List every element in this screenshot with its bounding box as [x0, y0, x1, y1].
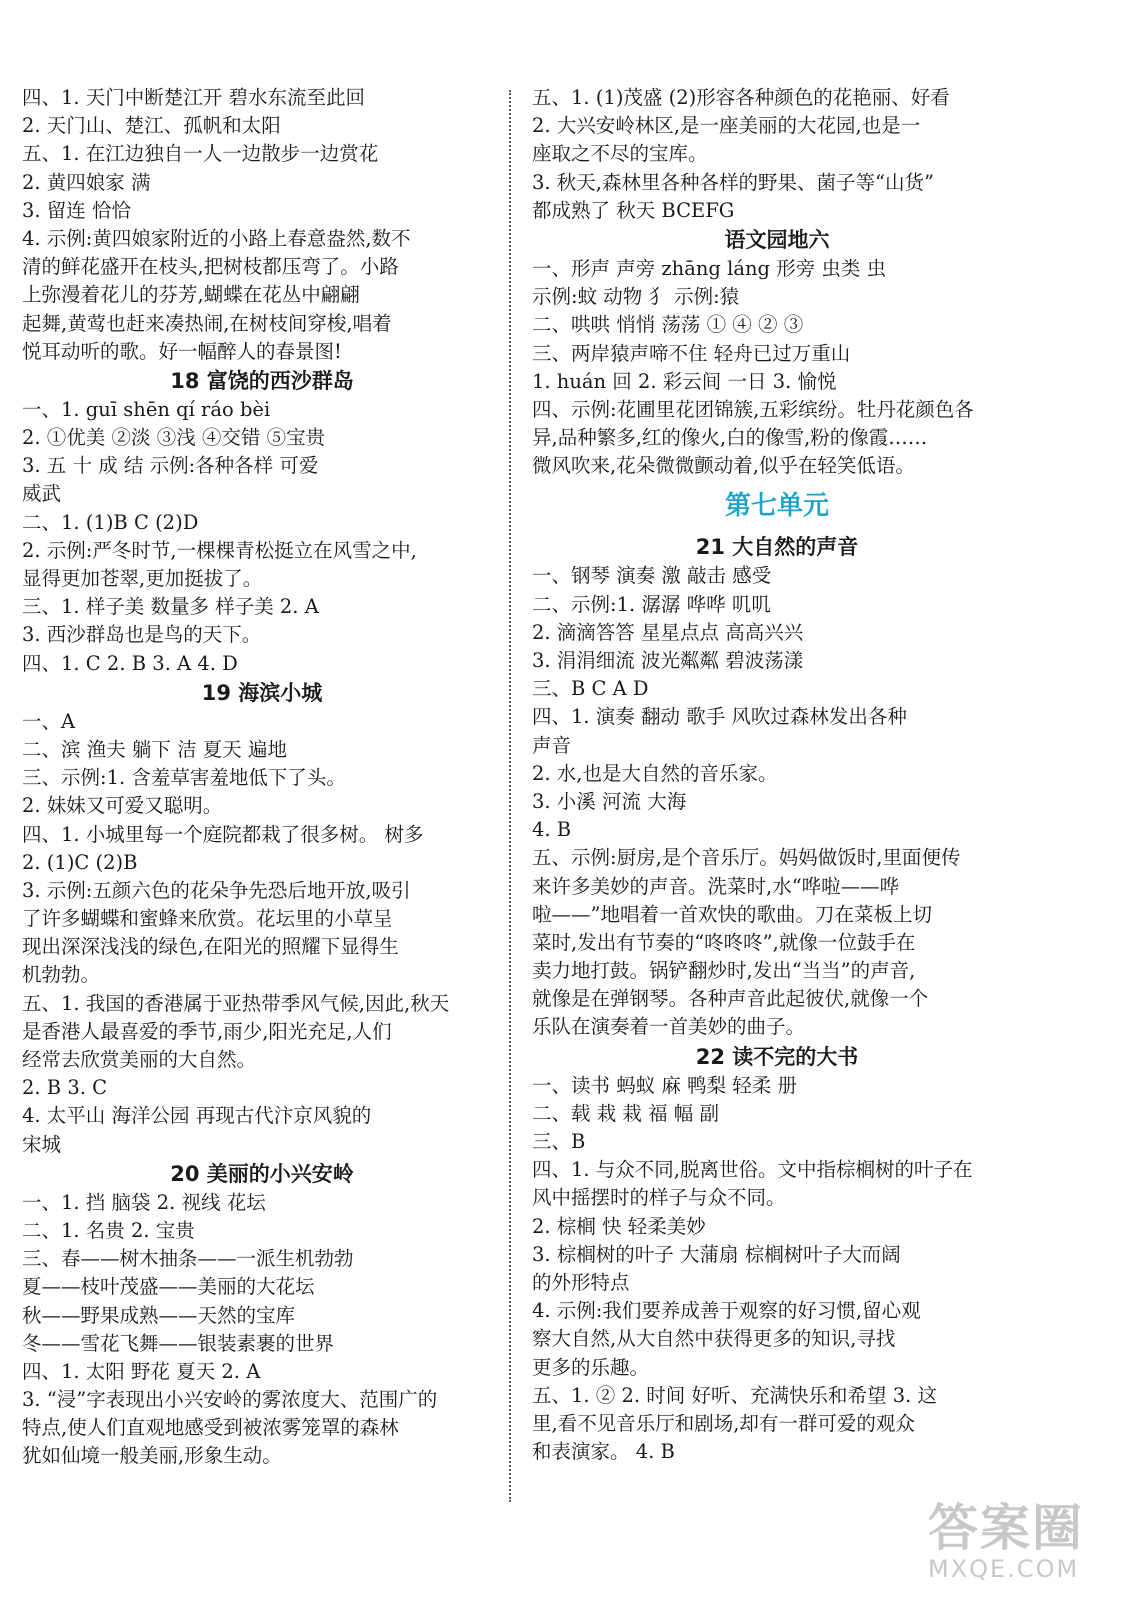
answer-line: 声音 — [532, 733, 572, 757]
answer-line: 夏——枝叶茂盛——美丽的大花坛 — [22, 1275, 315, 1299]
answer-line: 悦耳动听的歌。好一幅醉人的春景图! — [22, 339, 342, 363]
answer-line: 二、滨 渔夫 躺下 洁 夏天 遍地 — [22, 737, 287, 761]
answer-line: 示例:蚊 动物 犭 示例:猿 — [532, 285, 740, 309]
answer-line: 2. 大兴安岭林区,是一座美丽的大花园,也是一 — [532, 114, 921, 138]
answer-line: 三、示例:1. 含羞草害羞地低下了头。 — [22, 766, 346, 790]
answer-line: 2. (1)C (2)B — [22, 850, 138, 874]
answer-line: 宋城 — [22, 1132, 62, 1156]
answer-line: 四、1. 演奏 翻动 歌手 风吹过森林发出各种 — [532, 705, 907, 729]
answer-line: 2. B 3. C — [22, 1076, 108, 1100]
answer-line: 一、A — [22, 709, 76, 733]
column-divider — [509, 90, 511, 1502]
answer-line: 微风吹来,花朵微微颤动着,似乎在轻笑低语。 — [532, 454, 915, 478]
answer-line: 风中摇摆时的样子与众不同。 — [532, 1186, 786, 1210]
lesson-heading: 19 海滨小城 — [201, 680, 323, 705]
right-column — [532, 84, 1022, 1466]
answer-line: 2. 天门山、楚江、孤帆和太阳 — [22, 114, 281, 138]
answer-line: 菜时,发出有节奏的“咚咚咚”,就像一位鼓手在 — [532, 930, 916, 954]
answer-line: 3. 西沙群岛也是鸟的天下。 — [22, 623, 262, 647]
answer-line: 二、1. 名贵 2. 宝贵 — [22, 1218, 195, 1242]
answer-line: 三、1. 样子美 数量多 样子美 2. A — [22, 595, 319, 619]
answer-line: 威武 — [22, 482, 62, 506]
answer-line: 4. 太平山 海洋公园 再现古代汴京风貌的 — [22, 1104, 372, 1128]
answer-line: 经常去欣赏美丽的大自然。 — [22, 1048, 257, 1071]
answer-line: 3. 五 十 成 结 示例:各种各样 可爱 — [22, 454, 319, 478]
watermark-title: 答案圈 — [928, 1499, 1084, 1557]
lesson-heading: 20 美丽的小兴安岭 — [170, 1161, 354, 1186]
lesson-heading: 21 大自然的声音 — [695, 535, 859, 560]
answer-line: 4. 示例:黄四娘家附近的小路上春意盎然,数不 — [22, 226, 411, 250]
answer-line: 四、示例:花圃里花团锦簇,五彩缤纷。牡丹花颜色各 — [532, 397, 974, 421]
answer-line: 3. 棕榈树的叶子 大蒲扇 棕榈树叶子大而阔 — [532, 1242, 901, 1266]
answer-line: 机勃勃。 — [22, 963, 101, 987]
answer-line: 都成熟了 秋天 BCEFG — [532, 198, 735, 222]
answer-line: 犹如仙境一般美丽,形象生动。 — [22, 1444, 282, 1468]
answer-line: 一、1. guī shēn qí ráo bèi — [22, 397, 271, 421]
answer-line: 就像是在弹钢琴。各种声音此起彼伏,就像一个 — [532, 987, 929, 1011]
answer-line: 3. 涓涓细流 波光粼粼 碧波荡漾 — [532, 649, 804, 672]
answer-line: 2. ①优美 ②淡 ③浅 ④交错 ⑤宝贵 — [22, 426, 326, 450]
answer-line: 3. 示例:五颜六色的花朵争先恐后地开放,吸引 — [22, 878, 411, 902]
answer-line: 座取之不尽的宝库。 — [532, 142, 708, 166]
answer-line: 特点,使人们直观地感受到被浓雾笼罩的森林 — [22, 1416, 399, 1440]
answer-line: 秋——野果成熟——天然的宝库 — [22, 1303, 296, 1327]
answer-line: 四、1. C 2. B 3. A 4. D — [22, 651, 238, 675]
answer-line: 五、1. 在江边独自一人一边散步一边赏花 — [22, 142, 379, 166]
answer-line: 更多的乐趣。 — [532, 1355, 650, 1379]
answer-line: 4. 示例:我们要养成善于观察的好习惯,留心观 — [532, 1299, 921, 1323]
answer-line: 清的鲜花盛开在枝头,把树枝都压弯了。小路 — [22, 255, 399, 279]
answer-line: 2. 棕榈 快 轻柔美妙 — [532, 1214, 706, 1238]
unit-title: 第七单元 — [724, 491, 829, 522]
answer-line: 2. 水,也是大自然的音乐家。 — [532, 761, 778, 785]
answer-line: 显得更加苍翠,更加挺拔了。 — [22, 567, 263, 590]
answer-line: 了许多蝴蝶和蜜蜂来欣赏。花坛里的小草呈 — [22, 907, 393, 931]
answer-line: 察大自然,从大自然中获得更多的知识,寻找 — [532, 1327, 896, 1351]
answer-line: 1. huán 回 2. 彩云间 一日 3. 愉悦 — [532, 369, 837, 393]
answer-line: 异,品种繁多,红的像火,白的像雪,粉的像霞…… — [532, 426, 928, 450]
answer-line: 的外形特点 — [532, 1270, 630, 1294]
answer-line: 一、读书 蚂蚁 麻 鸭梨 轻柔 册 — [532, 1073, 797, 1097]
answer-line: 一、钢琴 演奏 激 敲击 感受 — [532, 564, 772, 588]
lesson-heading: 18 富饶的西沙群岛 — [170, 368, 354, 393]
answer-line: 是香港人最喜爱的季节,雨少,阳光充足,人们 — [22, 1019, 392, 1043]
answer-line: 二、示例:1. 潺潺 哗哗 叽叽 — [532, 592, 771, 616]
answer-line: 冬——雪花飞舞——银装素裹的世界 — [22, 1331, 335, 1355]
answer-line: 3. “浸”字表现出小兴安岭的雾浓度大、范围广的 — [22, 1388, 438, 1412]
answer-line: 五、1. (1)茂盛 (2)形容各种颜色的花艳丽、好看 — [532, 86, 950, 109]
answer-line: 3. 小溪 河流 大海 — [532, 789, 687, 813]
answer-line: 3. 秋天,森林里各种各样的野果、菌子等“山货” — [532, 170, 934, 194]
answer-line: 三、B — [532, 1130, 586, 1153]
answer-line: 四、1. 与众不同,脱离世俗。文中指棕榈树的叶子在 — [532, 1158, 973, 1182]
lesson-heading: 语文园地六 — [724, 227, 830, 252]
answer-line: 卖力地打鼓。锅铲翻炒时,发出“当当”的声音, — [532, 959, 916, 983]
answer-line: 2. 示例:严冬时节,一棵棵青松挺立在风雪之中, — [22, 538, 417, 562]
answer-line: 一、形声 声旁 zhāng láng 形旁 虫类 虫 — [532, 256, 887, 280]
answer-line: 2. 妹妹又可爱又聪明。 — [22, 794, 223, 818]
answer-line: 4. B — [532, 818, 572, 842]
answer-line: 二、载 栽 栽 福 幅 副 — [532, 1101, 719, 1125]
answer-line: 四、1. 太阳 野花 夏天 2. A — [22, 1359, 261, 1383]
answer-line: 四、1. 小城里每一个庭院都栽了很多树。 树多 — [22, 822, 424, 846]
answer-line: 2. 黄四娘家 满 — [22, 170, 151, 194]
answer-line: 现出深深浅浅的绿色,在阳光的照耀下显得生 — [22, 935, 399, 959]
answer-line: 里,看不见音乐厅和剧场,却有一群可爱的观众 — [532, 1411, 915, 1435]
answer-line: 五、示例:厨房,是个音乐厅。妈妈做饭时,里面便传 — [532, 846, 961, 870]
answer-line: 五、1. 我国的香港属于亚热带季风气候,因此,秋天 — [22, 991, 450, 1015]
answer-line: 三、春——树木抽条——一派生机勃勃 — [22, 1247, 354, 1271]
watermark-logo — [928, 1500, 1118, 1590]
answer-line: 三、B C A D — [532, 677, 649, 701]
answer-line: 二、哄哄 悄悄 荡荡 ① ④ ② ③ — [532, 313, 804, 337]
watermark-url: MXQE.COM — [928, 1555, 1080, 1583]
answer-line: 来许多美妙的声音。洗菜时,水“哗啦——哗 — [532, 874, 900, 898]
answer-line: 乐队在演奏着一首美妙的曲子。 — [532, 1015, 806, 1039]
answer-line: 二、1. (1)B C (2)D — [22, 510, 199, 534]
answer-line: 和表演家。 4. B — [532, 1440, 675, 1464]
answer-line: 三、两岸猿声啼不住 轻舟已过万重山 — [532, 341, 851, 365]
answer-line: 一、1. 挡 脑袋 2. 视线 花坛 — [22, 1190, 266, 1214]
answer-line: 五、1. ② 2. 时间 好听、充满快乐和希望 3. 这 — [532, 1383, 938, 1407]
answer-line: 2. 滴滴答答 星星点点 高高兴兴 — [532, 620, 804, 644]
answer-line: 起舞,黄莺也赶来凑热闹,在树枝间穿梭,唱着 — [22, 311, 392, 335]
answer-line: 四、1. 天门中断楚江开 碧水东流至此回 — [22, 86, 366, 109]
answer-line: 啦——”地唱着一首欢快的歌曲。刀在菜板上切 — [532, 902, 932, 926]
answer-line: 3. 留连 恰恰 — [22, 198, 132, 222]
answer-line: 上弥漫着花儿的芬芳,蝴蝶在花丛中翩翩 — [22, 283, 360, 307]
left-column — [22, 84, 502, 1471]
lesson-heading: 22 读不完的大书 — [695, 1044, 859, 1069]
